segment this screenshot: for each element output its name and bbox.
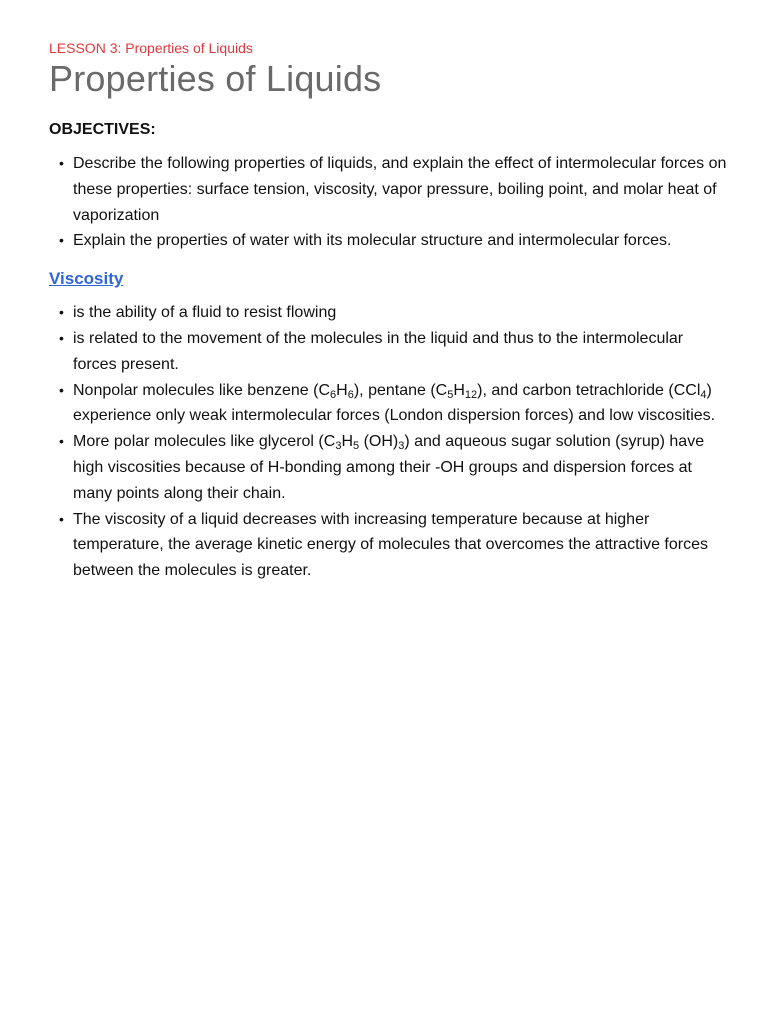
text-segment: Nonpolar molecules like benzene (C [73,381,331,399]
objective-text: Explain the properties of water with its molecular structure and intermolecular forces. [73,232,672,250]
list-item [49,429,729,506]
lesson-label: LESSON 3: Properties of Liquids [49,40,253,56]
list-item [49,507,729,584]
subscript: 4 [700,388,707,401]
text-segment: More polar molecules like glycerol (C [73,433,336,451]
viscosity-link[interactable]: Viscosity [49,269,124,289]
bullet-icon: • [59,433,64,450]
bullet-icon: • [59,329,64,346]
subscript: 3 [398,440,405,453]
list-item [49,326,729,378]
text-segment: H [453,381,465,399]
text-segment: ) experience only weak intermolecular forces (London dispersion forces) and low viscosities. [73,381,716,425]
subscript: 6 [347,388,354,401]
objective-text: Describe the following properties of liquids, and explain the effect of intermolecular forces on these properties: surface tension, viscosity, vapor pressure, boiling point, and molar heat of vaporization [73,155,727,224]
text-segment: ), and carbon tetrachloride (CCl [477,381,701,399]
subscript: 5 [447,388,454,401]
subscript: 12 [464,388,478,401]
text-segment: ), pentane (C [353,381,448,399]
viscosity-point [73,433,704,502]
list-item [49,378,729,430]
viscosity-point [73,382,715,425]
viscosity-point: is related to the movement of the molecules in the liquid and thus to the intermolecular forces present. [73,329,684,373]
bullet-icon: • [59,304,64,321]
viscosity-point: is the ability of a fluid to resist flowing [73,304,337,322]
bullet-icon: • [59,381,64,398]
list-item [49,228,729,254]
subscript: 5 [353,440,360,453]
bullet-icon: • [59,155,64,171]
list-item [49,300,729,326]
text-segment: ) and aqueous sugar solution (syrup) have high viscosities because of H-bonding among their -OH groups and dispersion forces at many points along their chain. [73,433,705,502]
subscript: 6 [330,388,337,401]
text-segment: H [336,381,348,399]
viscosity-list [49,300,729,584]
viscosity-point: The viscosity of a liquid decreases with increasing temperature because at higher temperature, the average kinetic energy of molecules that overcomes the attractive forces between the molecules is greater. [73,510,708,580]
list-item [49,151,729,228]
subscript: 3 [335,440,342,453]
bullet-icon: • [59,232,64,249]
bullet-icon: • [59,510,64,527]
text-segment: H [341,433,353,451]
document-page [49,38,729,584]
objectives-list [49,151,729,254]
text-segment: (OH) [359,433,399,451]
objectives-heading: OBJECTIVES: [49,121,156,138]
page-title: Properties of Liquids [49,58,382,99]
